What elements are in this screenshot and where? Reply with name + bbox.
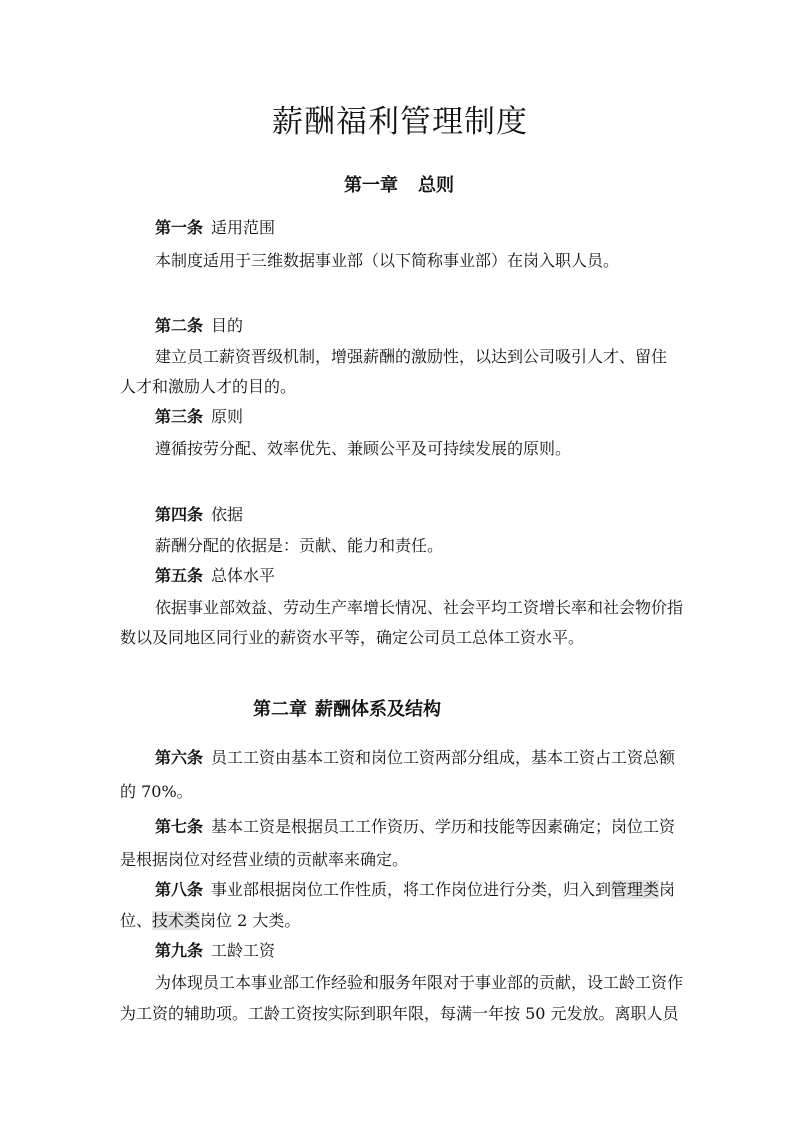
article-2-title: 目的	[211, 316, 244, 335]
article-3-title: 原则	[211, 407, 244, 426]
document-title: 薪酬福利管理制度	[272, 104, 528, 140]
article-9-heading	[155, 941, 275, 961]
chapter-2-heading	[253, 695, 441, 721]
article-3-body-line-1: 遵循按劳分配、效率优先、兼顾公平及可持续发展的原则。	[155, 439, 572, 458]
article-5-body-line-1: 依据事业部效益、劳动生产率增长情况、社会平均工资增长率和社会物价指	[155, 598, 684, 617]
article-8-text-1a: 事业部根据岗位工作性质，将工作岗位进行分类，归入到	[211, 880, 612, 899]
article-1-body-line-1: 本制度适用于三维数据事业部（以下简称事业部）在岗入职人员。	[155, 251, 620, 270]
article-6-label: 第六条	[155, 748, 204, 767]
highlight-technical-category: 技术类	[152, 911, 201, 930]
article-1-heading	[155, 218, 275, 238]
article-8-text-1b: 岗	[659, 880, 676, 899]
article-2-label: 第二条	[155, 316, 204, 335]
article-6-line-2: 的 70%。	[120, 782, 193, 801]
article-5-body-line-2: 数以及同地区同行业的薪资水平等，确定公司员工总体工资水平。	[120, 628, 585, 647]
article-3-heading	[155, 407, 243, 427]
article-6-text-1: 员工工资由基本工资和岗位工资两部分组成，基本工资占工资总额	[211, 748, 676, 767]
article-9-title: 工龄工资	[211, 941, 276, 960]
article-4-title: 依据	[211, 505, 244, 524]
article-4-label: 第四条	[155, 505, 204, 524]
article-5-heading	[155, 566, 275, 586]
chapter-2-label: 第二章	[253, 699, 307, 720]
article-8-line-1	[155, 880, 675, 900]
article-8-label: 第八条	[155, 880, 204, 899]
article-7-text-1: 基本工资是根据员工工作资历、学历和技能等因素确定；岗位工资	[211, 817, 676, 836]
article-1-label: 第一条	[155, 218, 204, 237]
chapter-1-heading	[344, 171, 454, 197]
article-7-line-1	[155, 817, 675, 837]
article-2-heading	[155, 316, 243, 336]
article-2-body-line-2: 人才和激励人才的目的。	[120, 377, 297, 396]
article-7-line-2: 是根据岗位对经营业绩的贡献率来确定。	[120, 850, 409, 869]
article-5-title: 总体水平	[211, 566, 276, 585]
article-4-heading	[155, 505, 243, 525]
chapter-2-title: 薪酬体系及结构	[315, 699, 441, 720]
article-6-line-1	[155, 748, 675, 768]
article-1-title: 适用范围	[211, 218, 276, 237]
article-8-text-2a: 位、	[120, 911, 153, 930]
chapter-1-title: 总则	[418, 175, 454, 196]
chapter-1-label: 第一章	[344, 175, 398, 196]
article-9-body-line-1: 为体现员工本事业部工作经验和服务年限对于事业部的贡献，设工龄工资作	[155, 973, 684, 992]
article-8-text-2b: 岗位 2 大类。	[200, 911, 301, 930]
highlight-management-category: 管理类	[611, 880, 660, 899]
article-8-line-2	[120, 911, 300, 931]
article-7-label: 第七条	[155, 817, 204, 836]
article-9-body-line-2: 为工资的辅助项。工龄工资按实际到职年限，每满一年按 50 元发放。离职人员	[120, 1004, 679, 1023]
article-4-body-line-1: 薪酬分配的依据是：贡献、能力和责任。	[155, 536, 444, 555]
article-5-label: 第五条	[155, 566, 204, 585]
article-2-body-line-1: 建立员工薪资晋级机制，增强薪酬的激励性，以达到公司吸引人才、留住	[155, 347, 668, 366]
article-3-label: 第三条	[155, 407, 204, 426]
article-9-label: 第九条	[155, 941, 204, 960]
